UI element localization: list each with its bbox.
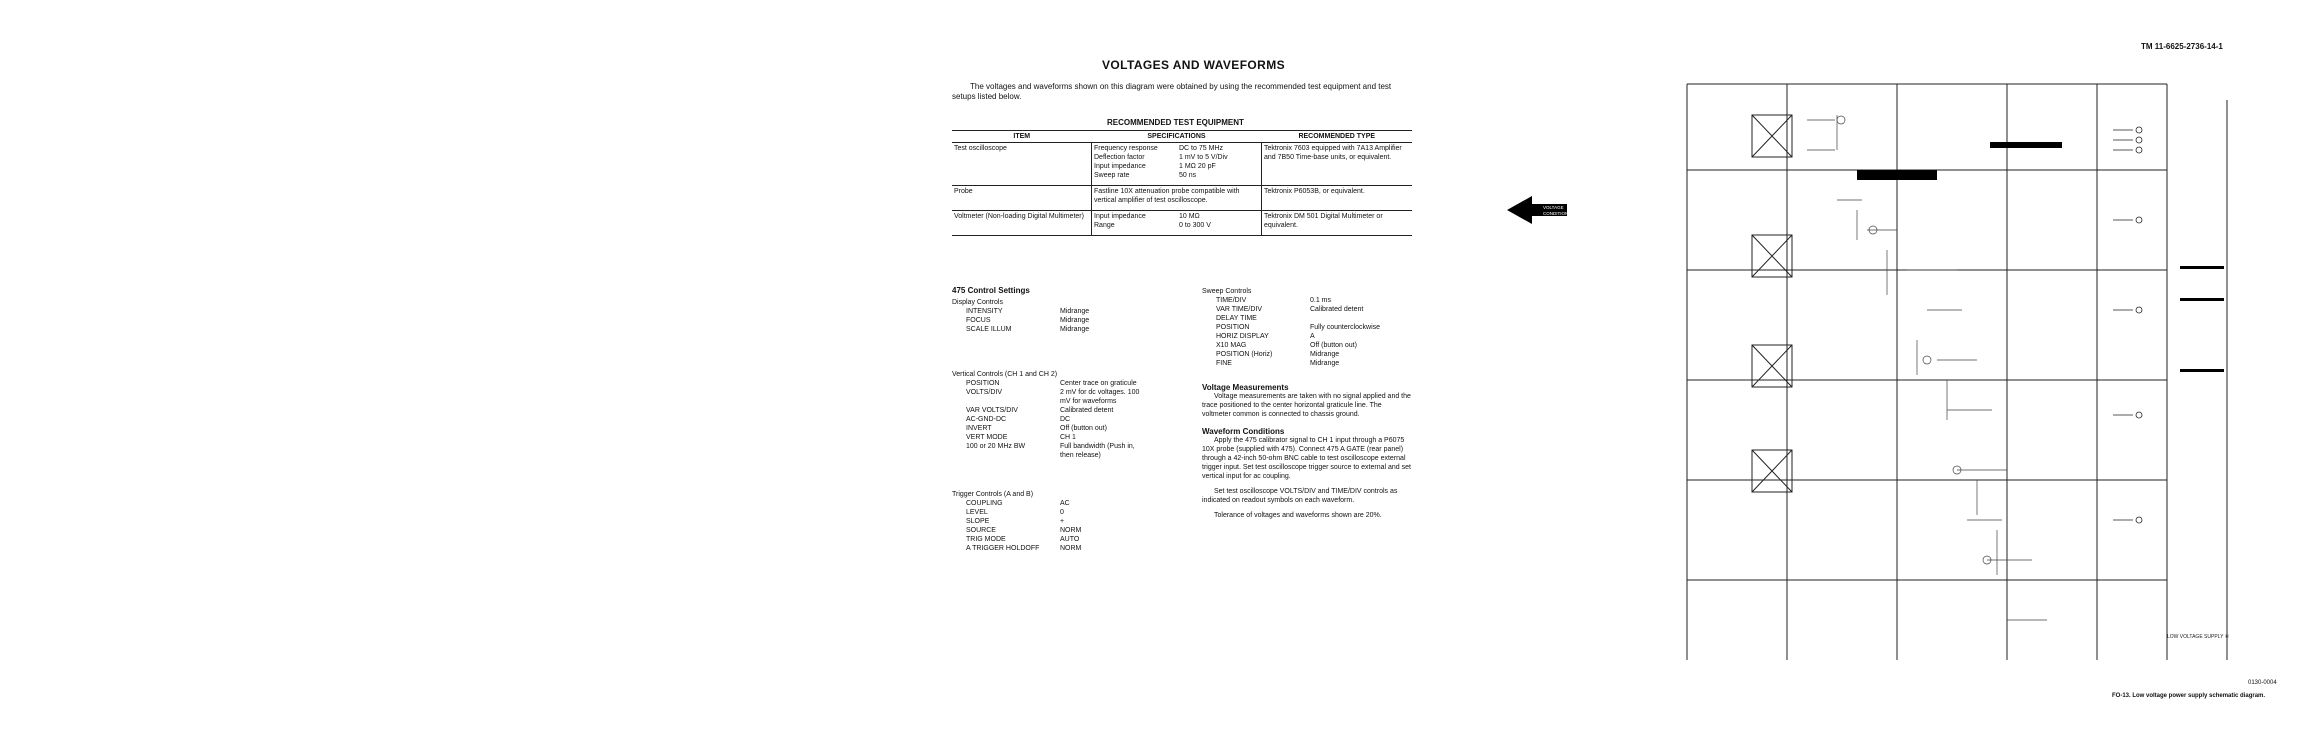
setting-value: Center trace on graticule bbox=[1060, 380, 1137, 387]
spec-value: 0 to 300 V bbox=[1179, 222, 1211, 229]
setting-value: Midrange bbox=[1060, 308, 1090, 315]
setting-label: SOURCE bbox=[966, 527, 996, 534]
component-stubs bbox=[1807, 115, 2047, 620]
setting-label: AC-GND-DC bbox=[966, 416, 1007, 423]
sweep-and-notes-section bbox=[1202, 287, 1412, 526]
black-fill-blocks bbox=[1857, 142, 2224, 372]
setting-value: AUTO bbox=[1060, 536, 1080, 543]
spec-label: Input impedance bbox=[1094, 213, 1146, 220]
spec-value: DC to 75 MHz bbox=[1179, 145, 1223, 152]
setting-row bbox=[952, 544, 1182, 553]
table-cell-item: Voltmeter (Non-loading Digital Multimeter) bbox=[952, 211, 1092, 236]
setting-label: POSITION (Horiz) bbox=[1216, 351, 1273, 358]
schematic-diagram bbox=[1543, 60, 2277, 690]
setting-row bbox=[952, 535, 1182, 544]
setting-value: Calibrated detent bbox=[1310, 306, 1364, 313]
paragraph: Apply the 475 calibrator signal to CH 1 input through a P6075 10X probe (supplied with 475). Connect 475 A GATE (rear panel) through a 42-inch 50-ohm BNC cable to test oscilloscope external trigger input. Set test oscilloscope trigger source to external and set vertical input for ac coupling. bbox=[1202, 437, 1411, 480]
waveform-conditions-section bbox=[1202, 427, 1412, 520]
figure-code: 0130-0004 bbox=[2248, 680, 2277, 686]
column-header-recommended-type: RECOMMENDED TYPE bbox=[1262, 131, 1413, 143]
table-cell-recommended-type: Tektronix 7603 equipped with 7A13 Amplifier and 7B50 Time-base units, or equivalent. bbox=[1262, 143, 1413, 186]
setting-value: Calibrated detent bbox=[1060, 407, 1114, 414]
setting-row bbox=[952, 508, 1182, 517]
setting-label: X10 MAG bbox=[1216, 342, 1247, 349]
setting-row bbox=[952, 526, 1182, 535]
group-title: Sweep Controls bbox=[1202, 288, 1252, 295]
table-cell-specifications bbox=[1092, 143, 1262, 186]
setting-value: Off (button out) bbox=[1060, 425, 1107, 432]
setting-label: SLOPE bbox=[966, 518, 990, 525]
trigger-controls-group bbox=[952, 490, 1182, 553]
table-cell-item: Probe bbox=[952, 186, 1092, 211]
setting-row bbox=[1202, 296, 1412, 305]
spec-value: 50 ns bbox=[1179, 172, 1197, 179]
vertical-controls-group bbox=[952, 370, 1182, 460]
voltage-conditions-line-1: VOLTAGE bbox=[1543, 205, 1564, 210]
setting-label: DELAY TIME bbox=[1216, 315, 1257, 322]
table-cell-item: Test oscilloscope bbox=[952, 143, 1092, 186]
low-voltage-supply-note: LOW VOLTAGE SUPPLY ⑥ bbox=[2167, 634, 2230, 640]
setting-value bbox=[1310, 314, 1396, 323]
column-header-specifications: SPECIFICATIONS bbox=[1092, 131, 1262, 143]
setting-row bbox=[952, 388, 1182, 406]
setting-value: CH 1 bbox=[1060, 434, 1076, 441]
spec-label: Input impedance bbox=[1094, 163, 1146, 170]
section-heading: Voltage Measurements bbox=[1202, 383, 1289, 392]
setting-label: SCALE ILLUM bbox=[966, 326, 1012, 333]
setting-value: NORM bbox=[1060, 527, 1082, 534]
setting-value: Midrange bbox=[1310, 351, 1340, 358]
setting-row bbox=[1202, 314, 1412, 323]
voltage-conditions-line-2: CONDITIONS bbox=[1543, 211, 1572, 216]
voltage-conditions-callout bbox=[1507, 196, 1571, 224]
setting-label: VAR VOLTS/DIV bbox=[966, 407, 1018, 414]
group-title: Display Controls bbox=[952, 299, 1003, 306]
setting-row bbox=[1202, 323, 1412, 332]
setting-row bbox=[952, 499, 1182, 508]
setting-row bbox=[952, 424, 1182, 433]
spec-label: Range bbox=[1094, 222, 1115, 229]
tm-number: TM 11-6625-2736-14-1 bbox=[2141, 42, 2223, 51]
setting-label: TIME/DIV bbox=[1216, 297, 1247, 304]
setting-row bbox=[952, 442, 1182, 460]
transformer-blocks bbox=[1752, 115, 1792, 492]
spec-label: Sweep rate bbox=[1094, 172, 1130, 179]
setting-row bbox=[1202, 341, 1412, 350]
setting-label: INVERT bbox=[966, 425, 992, 432]
setting-label: 100 or 20 MHz BW bbox=[966, 443, 1026, 450]
spec-label: Frequency response bbox=[1094, 145, 1158, 152]
setting-row bbox=[952, 379, 1182, 388]
setting-value: Fully counterclockwise bbox=[1310, 324, 1381, 331]
setting-value: DC bbox=[1060, 416, 1071, 423]
group-title: Trigger Controls (A and B) bbox=[952, 491, 1034, 498]
setting-value: Off (button out) bbox=[1310, 342, 1357, 349]
setting-value: Full bandwidth (Push in, then release) bbox=[1060, 443, 1135, 459]
paragraph: Tolerance of voltages and waveforms shown are 20%. bbox=[1214, 512, 1382, 519]
table-cell-specifications bbox=[1092, 211, 1262, 236]
setting-row bbox=[952, 415, 1182, 424]
setting-label: POSITION bbox=[966, 380, 1000, 387]
table-row bbox=[952, 211, 1412, 236]
text-column bbox=[952, 58, 1422, 618]
table-cell-recommended-type: Tektronix DM 501 Digital Multimeter or equivalent. bbox=[1262, 211, 1413, 236]
spec-value: 10 MΩ bbox=[1179, 213, 1200, 220]
spec-label: Deflection factor bbox=[1094, 154, 1145, 161]
setting-value: + bbox=[1060, 518, 1065, 525]
column-header-item: ITEM bbox=[952, 131, 1092, 143]
main-bus bbox=[1687, 84, 2227, 660]
spec-value: 1 MΩ 20 pF bbox=[1179, 163, 1216, 170]
setting-row bbox=[952, 406, 1182, 415]
schematic-svg bbox=[1543, 60, 2277, 690]
page-title: VOLTAGES AND WAVEFORMS bbox=[1102, 58, 1286, 72]
setting-value: 0 bbox=[1060, 509, 1064, 516]
section-heading: 475 Control Settings bbox=[952, 286, 1030, 295]
table-cell-recommended-type: Tektronix P6053B, or equivalent. bbox=[1262, 186, 1413, 211]
recommended-test-equipment-table bbox=[952, 130, 1412, 236]
table-row bbox=[952, 143, 1412, 186]
setting-value: 0.1 ms bbox=[1310, 297, 1332, 304]
control-settings-section bbox=[952, 286, 1182, 553]
intro-text: The voltages and waveforms shown on this diagram were obtained by using the recommended test equipment and test setups listed below. bbox=[952, 82, 1392, 101]
setting-value: Midrange bbox=[1310, 360, 1340, 367]
setting-value: AC bbox=[1060, 500, 1070, 507]
setting-label: LEVEL bbox=[966, 509, 988, 516]
setting-label: VERT MODE bbox=[966, 434, 1008, 441]
setting-row bbox=[952, 316, 1182, 325]
setting-label: HORIZ DISPLAY bbox=[1216, 333, 1269, 340]
setting-value: NORM bbox=[1060, 545, 1082, 552]
setting-label: FOCUS bbox=[966, 317, 991, 324]
paragraph: Set test oscilloscope VOLTS/DIV and TIME/DIV controls as indicated on readout symbols on each waveform. bbox=[1202, 488, 1398, 504]
setting-row bbox=[952, 307, 1182, 316]
setting-value: Midrange bbox=[1060, 326, 1090, 333]
setting-row bbox=[1202, 359, 1412, 368]
connector-symbols bbox=[2113, 127, 2142, 523]
figure-caption: FO-13. Low voltage power supply schematic diagram. bbox=[2112, 693, 2266, 699]
setting-label: COUPLING bbox=[966, 500, 1003, 507]
setting-label: VAR TIME/DIV bbox=[1216, 306, 1263, 313]
section-heading: Waveform Conditions bbox=[1202, 427, 1285, 436]
setting-row bbox=[952, 517, 1182, 526]
setting-label: FINE bbox=[1216, 360, 1232, 367]
setting-row bbox=[1202, 350, 1412, 359]
setting-value: 2 mV for dc voltages. 100 mV for waveforms bbox=[1060, 389, 1140, 405]
setting-label: A TRIGGER HOLDOFF bbox=[966, 545, 1040, 552]
setting-row bbox=[1202, 332, 1412, 341]
table-cell-specifications: Fastline 10X attenuation probe compatible with vertical amplifier of test oscilloscope. bbox=[1092, 186, 1262, 211]
table-row bbox=[952, 186, 1412, 211]
setting-label: POSITION bbox=[1216, 324, 1250, 331]
setting-value: A bbox=[1310, 333, 1315, 340]
setting-value: Midrange bbox=[1060, 317, 1090, 324]
setting-row bbox=[952, 325, 1182, 334]
spec-value: 1 mV to 5 V/Div bbox=[1179, 154, 1228, 161]
table-caption: RECOMMENDED TEST EQUIPMENT bbox=[1107, 118, 1244, 127]
setting-label: VOLTS/DIV bbox=[966, 389, 1003, 396]
paragraph: Voltage measurements are taken with no signal applied and the trace positioned to the center horizontal graticule line. The voltmeter common is connected to chassis ground. bbox=[1202, 393, 1411, 418]
display-controls-group bbox=[952, 298, 1182, 334]
setting-label: TRIG MODE bbox=[966, 536, 1006, 543]
setting-row bbox=[1202, 305, 1412, 314]
setting-row bbox=[952, 433, 1182, 442]
sweep-controls-group bbox=[1202, 287, 1412, 368]
voltage-measurements-section bbox=[1202, 383, 1412, 419]
group-title: Vertical Controls (CH 1 and CH 2) bbox=[952, 371, 1058, 378]
setting-label: INTENSITY bbox=[966, 308, 1003, 315]
